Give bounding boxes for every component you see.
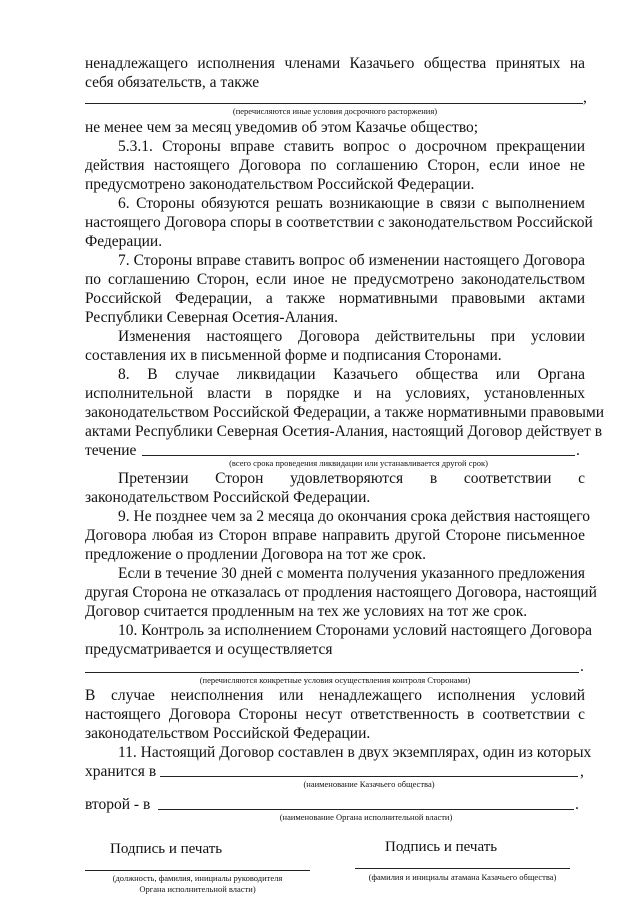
text-line: Федерации. — [85, 233, 163, 250]
caption-control-conditions: (перечисляются конкретные условия осуществления контроля Сторонами) — [199, 675, 471, 685]
comma-mark: , — [580, 763, 584, 780]
text-line: настоящего Договора Стороны несут ответственность в соответствии с — [85, 706, 585, 723]
text-line: законодательством Российской Федерации, а также нормативными правовыми — [85, 404, 605, 421]
text-line: 7. Стороны вправе ставить вопрос об изменении настоящего Договора — [118, 252, 585, 269]
blank-line — [85, 103, 583, 104]
period-mark: . — [575, 796, 579, 813]
caption-ataman-signature: (фамилия и инициалы атамана Казачьего общества) — [368, 872, 557, 882]
text-line: настоящего Договора споры в соответствии с законодательством Российской — [85, 214, 593, 231]
text-line: хранится в — [85, 763, 157, 780]
text-line: предложение о продлении Договора на тот же срок. — [85, 546, 427, 563]
text-line: 10. Контроль за исполнением Сторонами условий настоящего Договора — [118, 622, 593, 639]
text-line: Договор считается продленным на тех же условиях на тот же срок. — [85, 603, 528, 620]
caption-official-signature-line2: Органа исполнительной власти) — [139, 884, 256, 894]
text-line: по соглашению Сторон, если иное не предусмотрено законодательством — [85, 271, 585, 288]
blank-line — [158, 809, 574, 810]
text-line: ненадлежащего исполнения членами Казачьего общества принятых на — [85, 55, 585, 72]
text-line: 11. Настоящий Договор составлен в двух экземплярах, один из которых — [118, 744, 592, 761]
caption-cossack-society: (наименование Казачьего общества) — [303, 779, 435, 789]
signature-label-right: Подпись и печать — [385, 839, 498, 855]
text-line: составления их в письменной форме и подписания Сторонами. — [85, 347, 502, 364]
text-line: исполнительной власти в порядке и на условиях, установленных — [85, 385, 585, 402]
caption-official-signature: (должность, фамилия, инициалы руководителя — [112, 873, 283, 883]
blank-line — [160, 776, 578, 777]
text-line: предусмотрено законодательством Российской Федерации. — [85, 176, 475, 193]
text-line: предусматривается и осуществляется — [85, 641, 333, 658]
blank-line — [85, 672, 579, 673]
text-line: В случае неисполнения или ненадлежащего исполнения условий — [85, 687, 585, 704]
text-line: законодательством Российской Федерации. — [85, 725, 371, 742]
text-line: 5.3.1. Стороны вправе ставить вопрос о досрочном прекращении — [118, 138, 585, 155]
text-line: не менее чем за месяц уведомив об этом Казачье общество; — [85, 119, 479, 136]
caption-liquidation-term: (всего срока проведения ликвидации или устанавливается другой срок) — [229, 458, 488, 468]
signature-line-left — [85, 870, 310, 871]
period-mark: . — [580, 658, 584, 675]
text-line: себя обязательств, а также — [85, 74, 260, 91]
text-line: Республики Северная Осетия-Алания. — [85, 309, 338, 326]
period-mark: . — [576, 442, 580, 459]
text-line: 6. Стороны обязуются решать возникающие в связи с выполнением — [118, 195, 585, 212]
blank-line — [142, 455, 575, 456]
text-line: течение — [85, 442, 137, 459]
text-line: второй - в — [85, 796, 151, 813]
text-line: другая Сторона не отказалась от продления настоящего Договора, настоящий — [85, 584, 597, 601]
text-line: Изменения настоящего Договора действительны при условии — [118, 328, 585, 345]
caption-executive-authority: (наименование Органа исполнительной власти) — [279, 812, 453, 822]
text-line: 8. В случае ликвидации Казачьего общества или Органа — [118, 366, 585, 383]
comma-mark: , — [583, 89, 587, 106]
caption-early-termination: (перечисляются иные условия досрочного расторжения) — [232, 106, 438, 116]
text-line: 9. Не позднее чем за 2 месяца до окончания срока действия настоящего — [118, 508, 590, 525]
text-line: действия настоящего Договора по соглашению Сторон, если иное не — [85, 157, 585, 174]
signature-line-right — [355, 868, 570, 869]
text-line: Российской Федерации, а также нормативными правовыми актами — [85, 290, 585, 307]
text-line: Претензии Сторон удовлетворяются в соответствии с — [118, 470, 585, 487]
text-line: актами Республики Северная Осетия-Алания, настоящий Договор действует в — [85, 423, 603, 440]
text-line: законодательством Российской Федерации. — [85, 489, 371, 506]
text-line: Если в течение 30 дней с момента получения указанного предложения — [118, 565, 585, 582]
signature-label-left: Подпись и печать — [110, 841, 223, 857]
text-line: Договора любая из Сторон вправе направить другой Стороне письменное — [85, 527, 585, 544]
